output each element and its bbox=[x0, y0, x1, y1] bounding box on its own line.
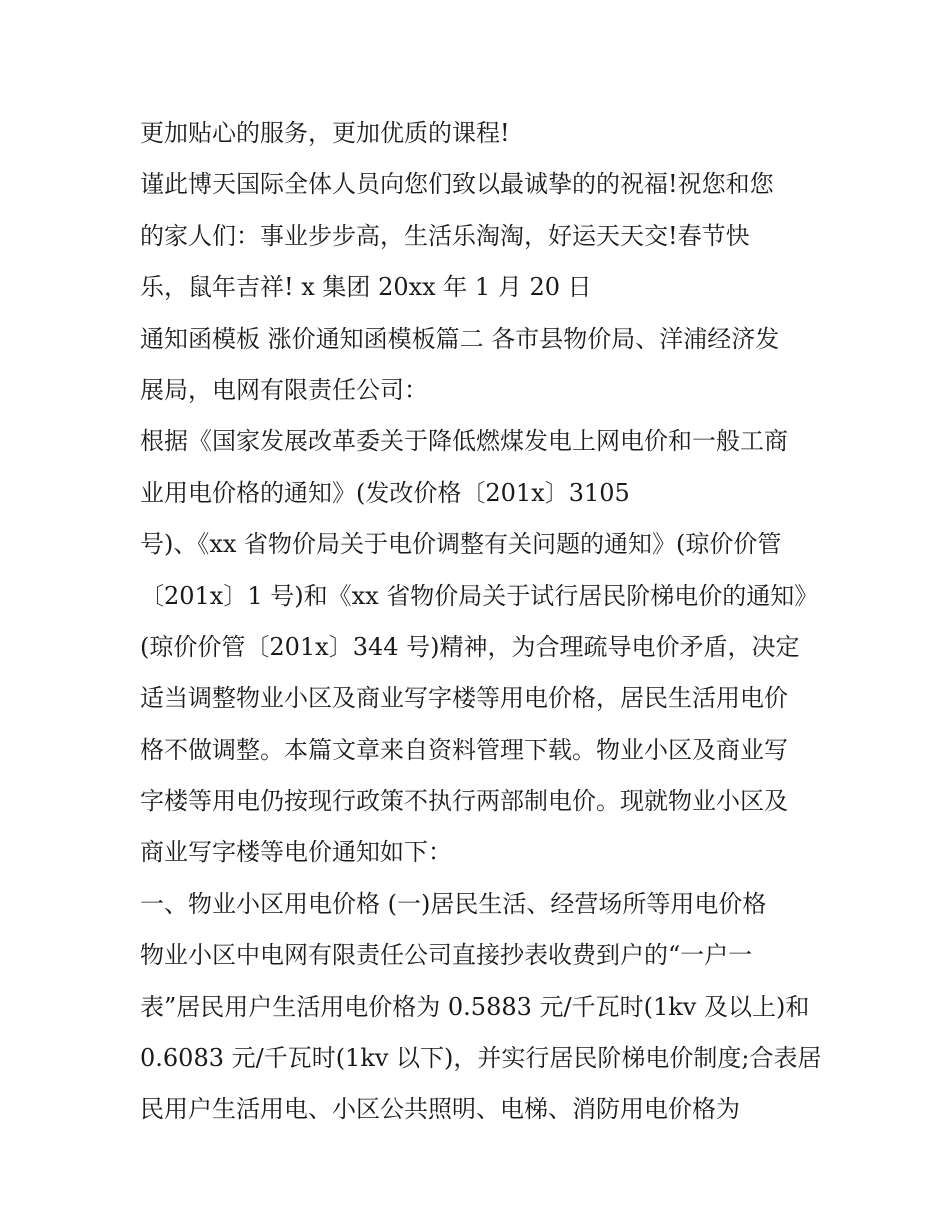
text-line: (琼价价管〔201x〕344 号)精神，为合理疏导电价矛盾，决定 bbox=[140, 632, 800, 661]
text-line: 更加贴心的服务，更加优质的课程! bbox=[140, 119, 510, 147]
text-line: 民用户生活用电、小区公共照明、电梯、消防用电价格为 bbox=[140, 1095, 740, 1124]
text-line: 谨此博天国际全体人员向您们致以最诚挚的的祝福!祝您和您 bbox=[140, 170, 774, 199]
text-line: 〔201x〕1 号)和《xx 省物价局关于试行居民阶梯电价的通知》 bbox=[140, 581, 819, 610]
text-line: 商业写字楼等电价通知如下： bbox=[140, 838, 452, 867]
text-line: 0.6083 元/千瓦时(1kv 以下)，并实行居民阶梯电价制度;合表居 bbox=[140, 1044, 822, 1073]
text-line: 适当调整物业小区及商业写字楼等用电价格，居民生活用电价 bbox=[140, 684, 788, 713]
document-body bbox=[140, 108, 830, 1136]
text-line: 通知函模板 涨价通知函模板篇二 各市县物价局、洋浦经济发 bbox=[140, 324, 780, 353]
text-line: 字楼等用电仍按现行政策不执行两部制电价。现就物业小区及 bbox=[140, 787, 788, 816]
text-line: 乐，鼠年吉祥! x 集团 20xx 年 1 月 20 日 bbox=[140, 273, 592, 302]
text-line: 展局，电网有限责任公司： bbox=[140, 375, 428, 404]
text-line: 的家人们：事业步步高，生活乐淘淘，好运天天交!春节快 bbox=[140, 221, 750, 250]
text-line: 格不做调整。本篇文章来自资料管理下载。物业小区及商业写 bbox=[140, 735, 788, 764]
text-line: 号)、《xx 省物价局关于电价调整有关问题的通知》(琼价价管 bbox=[140, 530, 782, 559]
text-line: 一、物业小区用电价格 (一)居民生活、经营场所等用电价格 bbox=[140, 889, 767, 918]
text-line: 业用电价格的通知》(发改价格〔201x〕3105 bbox=[140, 478, 630, 507]
text-line: 根据《国家发展改革委关于降低燃煤发电上网电价和一般工商 bbox=[140, 427, 788, 456]
text-line: 物业小区中电网有限责任公司直接抄表收费到户的“一户一 bbox=[140, 941, 753, 970]
text-line: 表”居民用户生活用电价格为 0.5883 元/千瓦时(1kv 及以上)和 bbox=[140, 992, 810, 1021]
